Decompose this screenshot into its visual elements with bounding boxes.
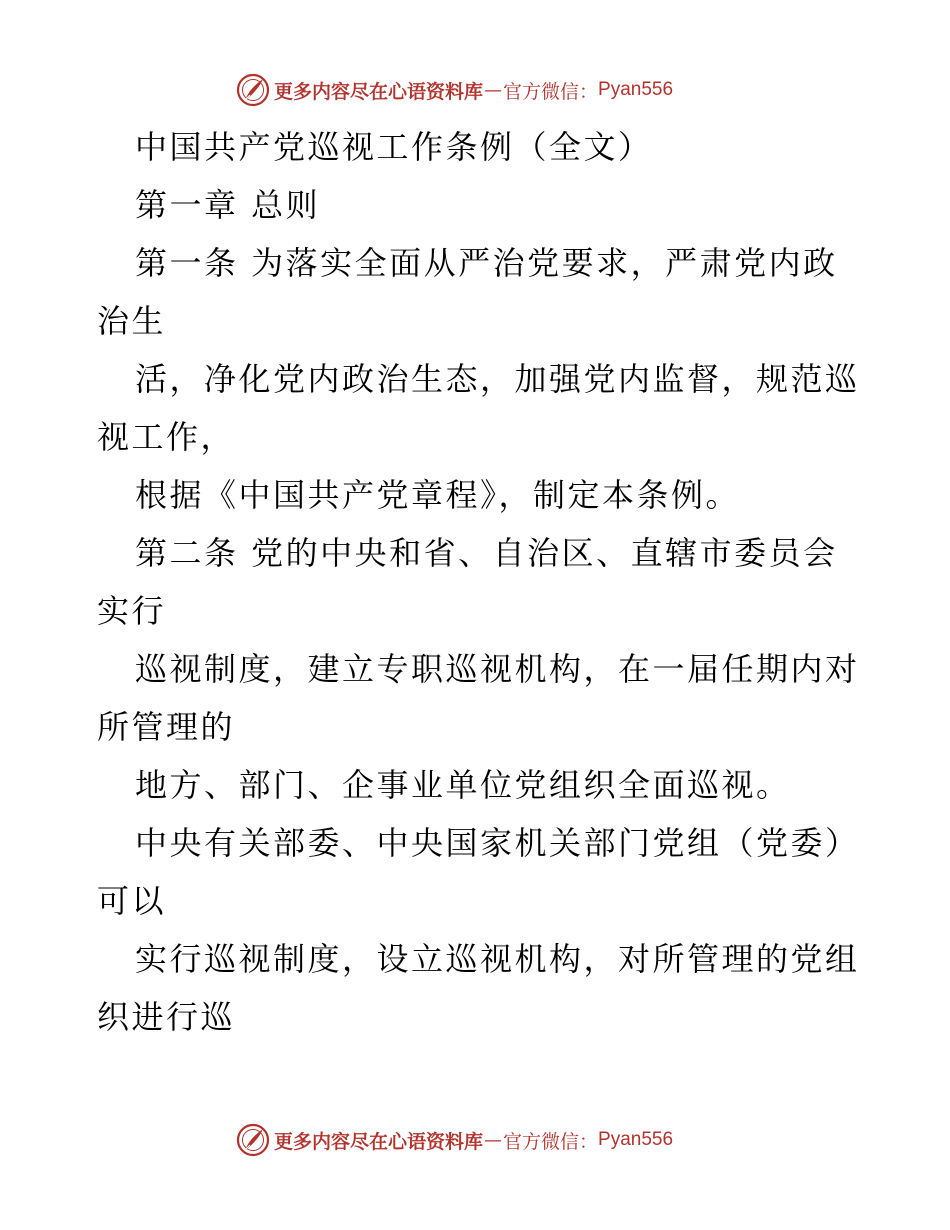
paragraph-line: 巡视制度，建立专职巡视机构，在一届任期内对 xyxy=(135,650,860,688)
paragraph-line: 根据《中国共产党章程》，制定本条例。 xyxy=(135,476,741,514)
paragraph-line: 可以 xyxy=(97,882,167,920)
paragraph-line: 所管理的 xyxy=(97,708,236,746)
paragraph-line: 实行 xyxy=(97,592,167,630)
paragraph-line: 第二条 党的中央和省、自治区、直辖市委员会 xyxy=(135,534,838,572)
paragraph-line: 地方、部门、企事业单位党组织全面巡视。 xyxy=(135,766,791,804)
banner-main-text: 更多内容尽在心语资料库 xyxy=(274,1130,484,1153)
feather-pen-logo-icon xyxy=(236,73,270,107)
banner-wechat-label: 官方微信： xyxy=(503,1130,599,1153)
footer-banner xyxy=(236,1122,673,1158)
banner-wechat-id: Pyan556 xyxy=(598,1129,674,1150)
document-title: 中国共产党巡视工作条例（全文） xyxy=(135,128,653,166)
paragraph-line: 第一条 为落实全面从严治党要求，严肃党内政 xyxy=(135,244,838,282)
document-body xyxy=(97,118,860,1046)
paragraph-line: 实行巡视制度，设立巡视机构，对所管理的党组 xyxy=(135,940,860,978)
chapter-heading: 第一章 总则 xyxy=(135,186,321,224)
paragraph-line: 织进行巡 xyxy=(97,998,236,1036)
paragraph-line: 中央有关部委、中央国家机关部门党组（党委） xyxy=(135,824,860,862)
paragraph-line: 视工作， xyxy=(97,418,236,456)
paragraph-line: 治生 xyxy=(97,302,167,340)
banner-wechat-id: Pyan556 xyxy=(598,79,674,100)
banner-wechat-label: 官方微信： xyxy=(503,80,599,103)
banner-dash: — xyxy=(484,79,503,101)
banner-dash: — xyxy=(484,1129,503,1151)
banner-main-text: 更多内容尽在心语资料库 xyxy=(274,80,484,103)
header-banner xyxy=(236,72,673,108)
paragraph-line: 活，净化党内政治生态，加强党内监督，规范巡 xyxy=(135,360,860,398)
feather-pen-logo-icon xyxy=(236,1123,270,1157)
